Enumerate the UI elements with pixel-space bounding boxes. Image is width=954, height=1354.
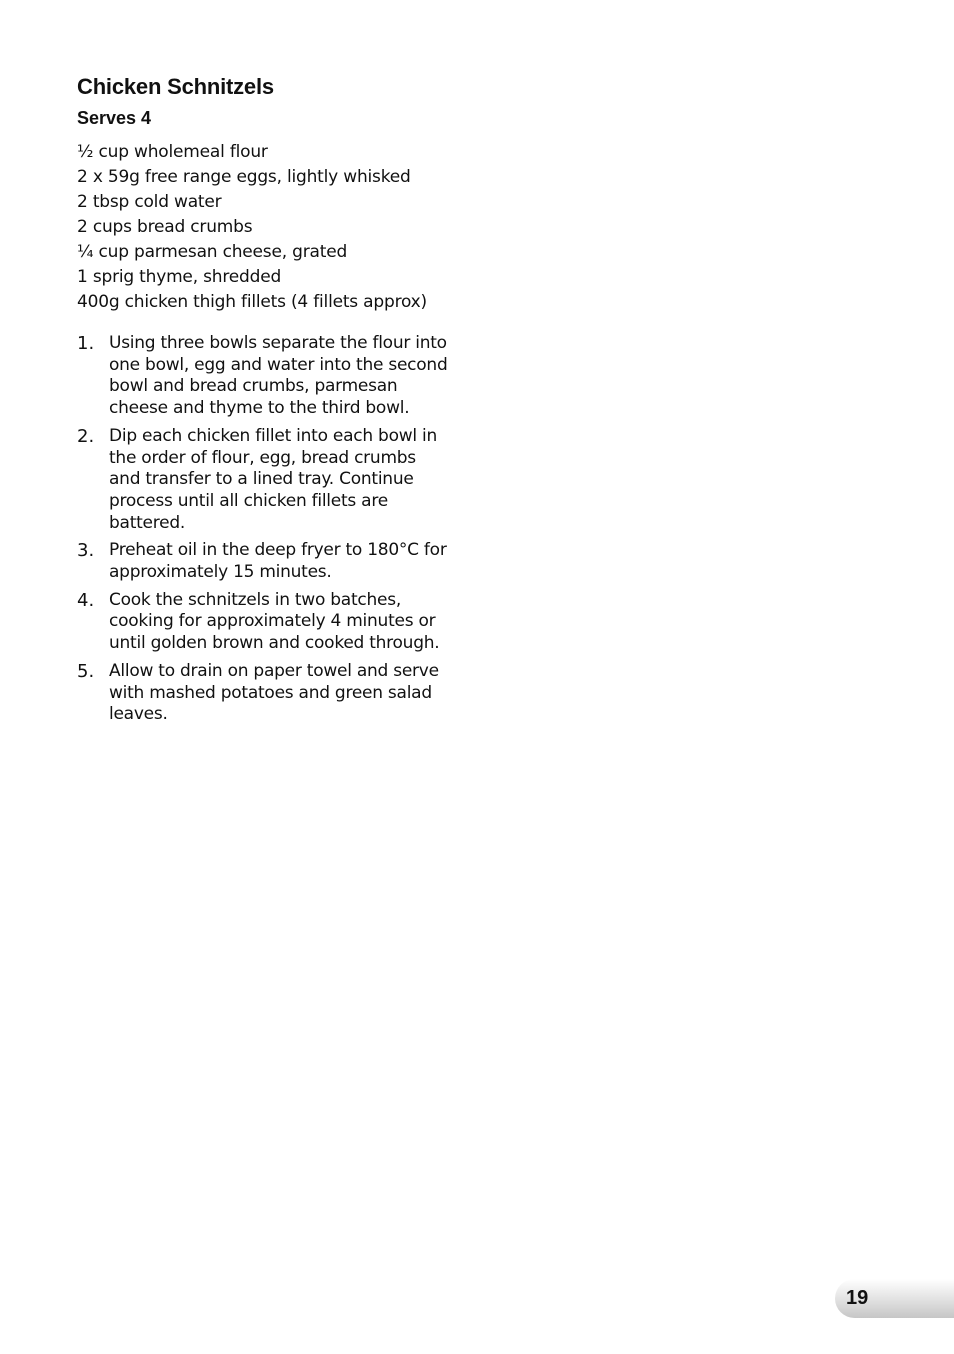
recipe-section [77,72,457,732]
page-number: 19 [846,1287,869,1309]
method-step [77,333,457,420]
step-text: Dip each chicken fillet into each bowl in the order of flour, egg, bread crumbs and transfer to a lined tray. Continue process until all chicken fillets are battered. [109,425,437,533]
ingredient-item: ½ cup wholemeal flour [77,142,268,162]
method-step [77,426,457,535]
step-text: Cook the schnitzels in two batches, cooking for approximately 4 minutes or until golden brown and cooked through. [109,589,440,654]
step-text: Using three bowls separate the flour into one bowl, egg and water into the second bowl and bread crumbs, parmesan cheese and thyme to the third bowl. [109,333,448,419]
ingredient-item: 400g chicken thigh fillets (4 fillets approx) [77,292,427,312]
step-number: 3. [77,540,95,562]
ingredient-item: 1 sprig thyme, shredded [77,267,282,287]
step-text: Preheat oil in the deep fryer to 180°C for approximately 15 minutes. [109,540,447,583]
ingredient-list [77,140,457,315]
step-number: 1. [77,333,95,354]
method-step [77,661,457,726]
ingredient-item: 2 tbsp cold water [77,192,222,212]
ingredient-item: 2 cups bread crumbs [77,217,253,237]
ingredient-item: ¼ cup parmesan cheese, grated [77,242,348,262]
recipe-title: Chicken Schnitzels [77,74,274,99]
page-number-tab [835,1279,954,1318]
method-steps [77,333,457,726]
step-number: 5. [77,660,95,682]
method-step [77,540,457,583]
method-step [77,590,457,655]
step-number: 2. [77,425,95,447]
ingredient-item: 2 x 59g free range eggs, lightly whisked [77,167,411,187]
step-number: 4. [77,589,95,611]
step-text: Allow to drain on paper towel and serve with mashed potatoes and green salad leaves. [109,660,439,725]
serves-label: Serves 4 [77,108,152,128]
